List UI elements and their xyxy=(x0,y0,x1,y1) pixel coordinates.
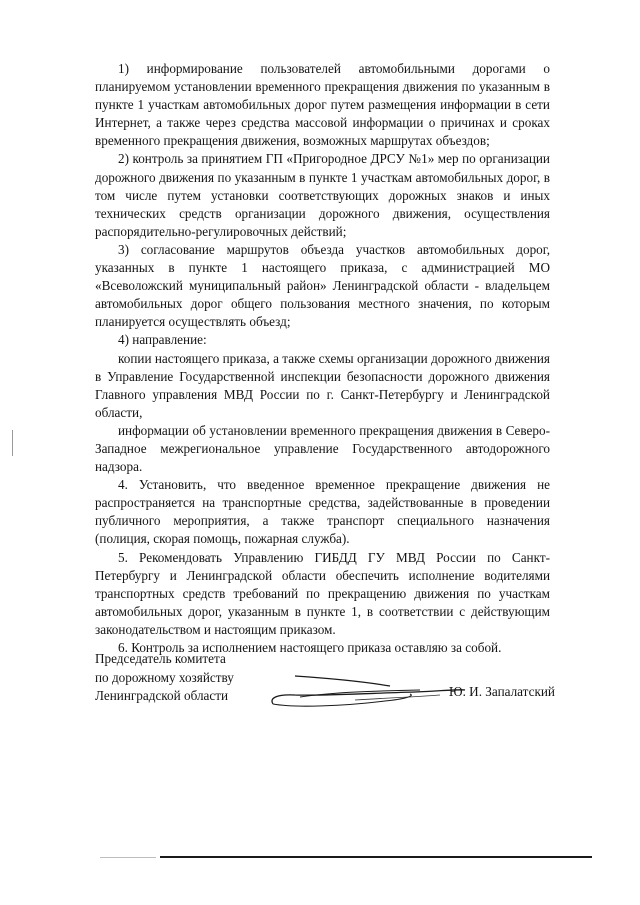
signer-position-line: Председатель комитета xyxy=(95,651,226,666)
paragraph-item-6: 6. Контроль за исполнением настоящего приказа оставляю за собой. xyxy=(118,640,502,655)
paragraph-sending-copies: копии настоящего приказа, а также схемы организации дорожного движения в Управление Государственной инспекции безопасности дорожного движения Главного управления МВД России по г. Санкт-Петербургу и Ленинградской области, xyxy=(95,350,550,420)
paragraph-sending-information: информации об установлении временного прекращения движения в Северо-Западное межрегиональное управление Государственного автодорожного надзора. xyxy=(95,422,550,475)
signature-block xyxy=(95,650,555,720)
paragraph-informing: 1) информирование пользователей автомобильными дорогами о планируемом установлении временного прекращения движения по указанным в пункте 1 участкам автомобильных дорог путем размещения информации в сети Интернет, а также через средства массовой информации о причинах и сроках временного прекращения движения, возможных маршрутах объездов; xyxy=(95,61,550,149)
bottom-rule xyxy=(160,856,592,858)
margin-mark xyxy=(12,430,13,456)
paragraph-item-4: 4. Установить, что введенное временное прекращение движения не распространяется на транспортные средства, задействованные в проведении публичного мероприятия, а также транспорт специального назначения (полиция, скорая помощь, пожарная служба). xyxy=(95,477,550,547)
paragraph-traffic-control: 2) контроль за принятием ГП «Пригородное ДРСУ №1» мер по организации дорожного движения по указанным в пункте 1 участкам автомобильных дорог, в том числе путем установки соответствующих дорожных знаков и иных технических средств организации дорожного движения, осуществления распорядительно-регулировочных действий; xyxy=(95,151,550,239)
signer-name: Ю. И. Запалатский xyxy=(449,684,555,699)
paragraph-detour-approval: 3) согласование маршрутов объезда участков автомобильных дорог, указанных в пункте 1 настоящего приказа, с администрацией МО «Всеволожский муниципальный район» Ленинградской области - владельцем автомобильных дорог общего пользования местного значения, по которым планируется осуществлять объезд; xyxy=(95,241,550,330)
document-body xyxy=(95,60,550,657)
signer-position-line: по дорожному хозяйству xyxy=(95,669,234,685)
signer-position xyxy=(95,650,265,706)
paragraph-sending-heading: 4) направление: xyxy=(118,332,207,348)
paragraph-item-5: 5. Рекомендовать Управлению ГИБДД ГУ МВД России по Санкт-Петербургу и Ленинградской области обеспечить исполнение водителями транспортных средств требований по прекращению движения по участкам автомобильных дорог, указанным в пункте 1, в соответствии с действующим законодательством и настоящим приказом. xyxy=(95,549,550,637)
signer-position-line: Ленинградской области xyxy=(95,688,229,703)
bottom-rule-faint xyxy=(100,857,156,858)
